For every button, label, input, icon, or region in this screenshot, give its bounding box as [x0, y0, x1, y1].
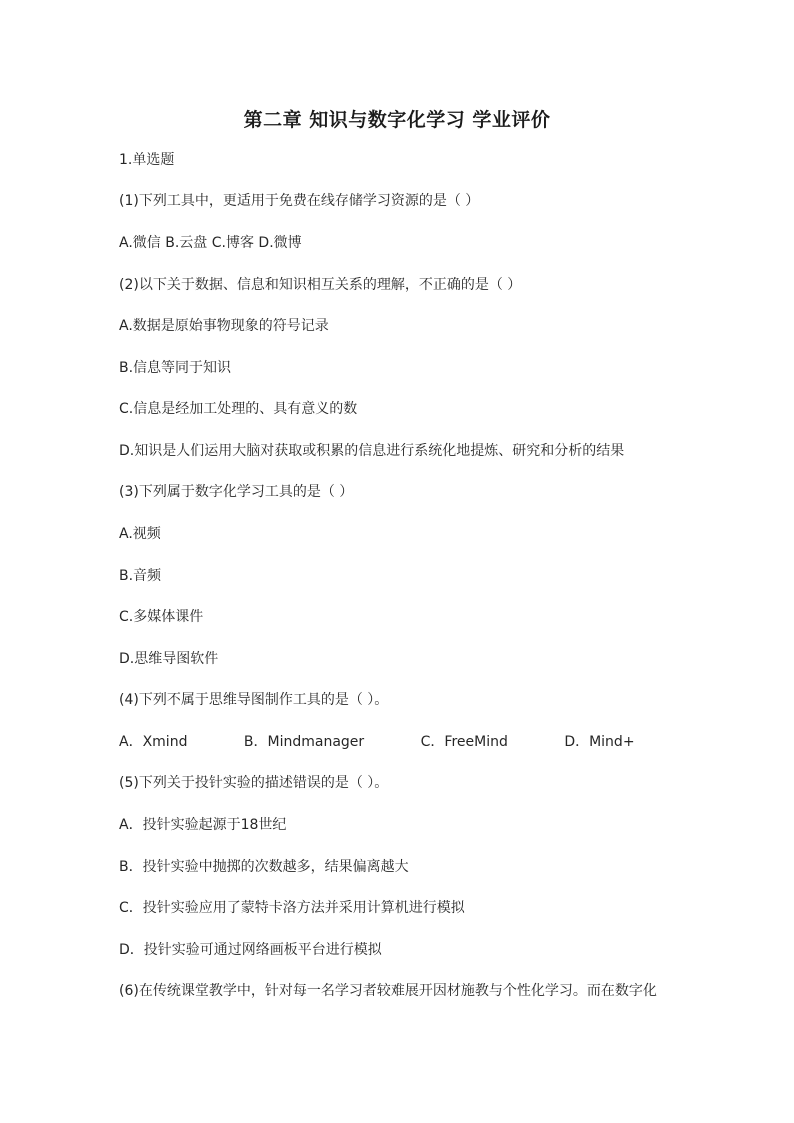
question-4-options [119, 732, 635, 752]
question-2-option-c: C.信息是经加工处理的、具有意义的数 [119, 401, 358, 417]
question-3-option-d: D.思维导图软件 [119, 651, 219, 667]
question-6-stem: (6)在传统课堂教学中，针对每一名学习者较难展开因材施教与个性化学习。而在数字化 [119, 983, 657, 999]
question-3-option-a: A.视频 [119, 526, 161, 542]
question-2-option-a: A.数据是原始事物现象的符号记录 [119, 318, 329, 334]
question-4-option-a: A．Xmind [119, 734, 188, 750]
section-heading: 1.单选题 [119, 152, 175, 168]
question-4-option-c: C．FreeMind [420, 734, 508, 750]
question-3-option-c: C.多媒体课件 [119, 609, 204, 625]
question-4-stem: (4)下列不属于思维导图制作工具的是（ ）。 [119, 692, 389, 708]
question-2-option-d: D.知识是人们运用大脑对获取或积累的信息进行系统化地提炼、研究和分析的结果 [119, 443, 625, 459]
question-4-option-b: B．Mindmanager [243, 734, 365, 750]
question-3-stem: (3)下列属于数字化学习工具的是（ ） [119, 484, 354, 500]
question-5-option-a: A．投针实验起源于18世纪 [119, 817, 287, 833]
question-5-stem: (5)下列关于投针实验的描述错误的是（ ）。 [119, 775, 389, 791]
question-5-option-d: D．投针实验可通过网络画板平台进行模拟 [119, 942, 382, 958]
question-2-option-b: B.信息等同于知识 [119, 360, 232, 376]
page-title: 第二章 知识与数字化学习 学业评价 [243, 109, 551, 131]
question-1-stem: (1)下列工具中，更适用于免费在线存储学习资源的是（ ） [119, 193, 480, 209]
question-5-option-b: B．投针实验中抛掷的次数越多，结果偏离越大 [119, 859, 409, 875]
question-2-stem: (2)以下关于数据、信息和知识相互关系的理解，不正确的是（ ） [119, 277, 522, 293]
question-3-option-b: B.音频 [119, 568, 162, 584]
question-1-options: A.微信 B.云盘 C.博客 D.微博 [119, 235, 302, 251]
question-5-option-c: C．投针实验应用了蒙特卡洛方法并采用计算机进行模拟 [119, 900, 465, 916]
question-4-option-d: D．Mind+ [564, 734, 635, 750]
